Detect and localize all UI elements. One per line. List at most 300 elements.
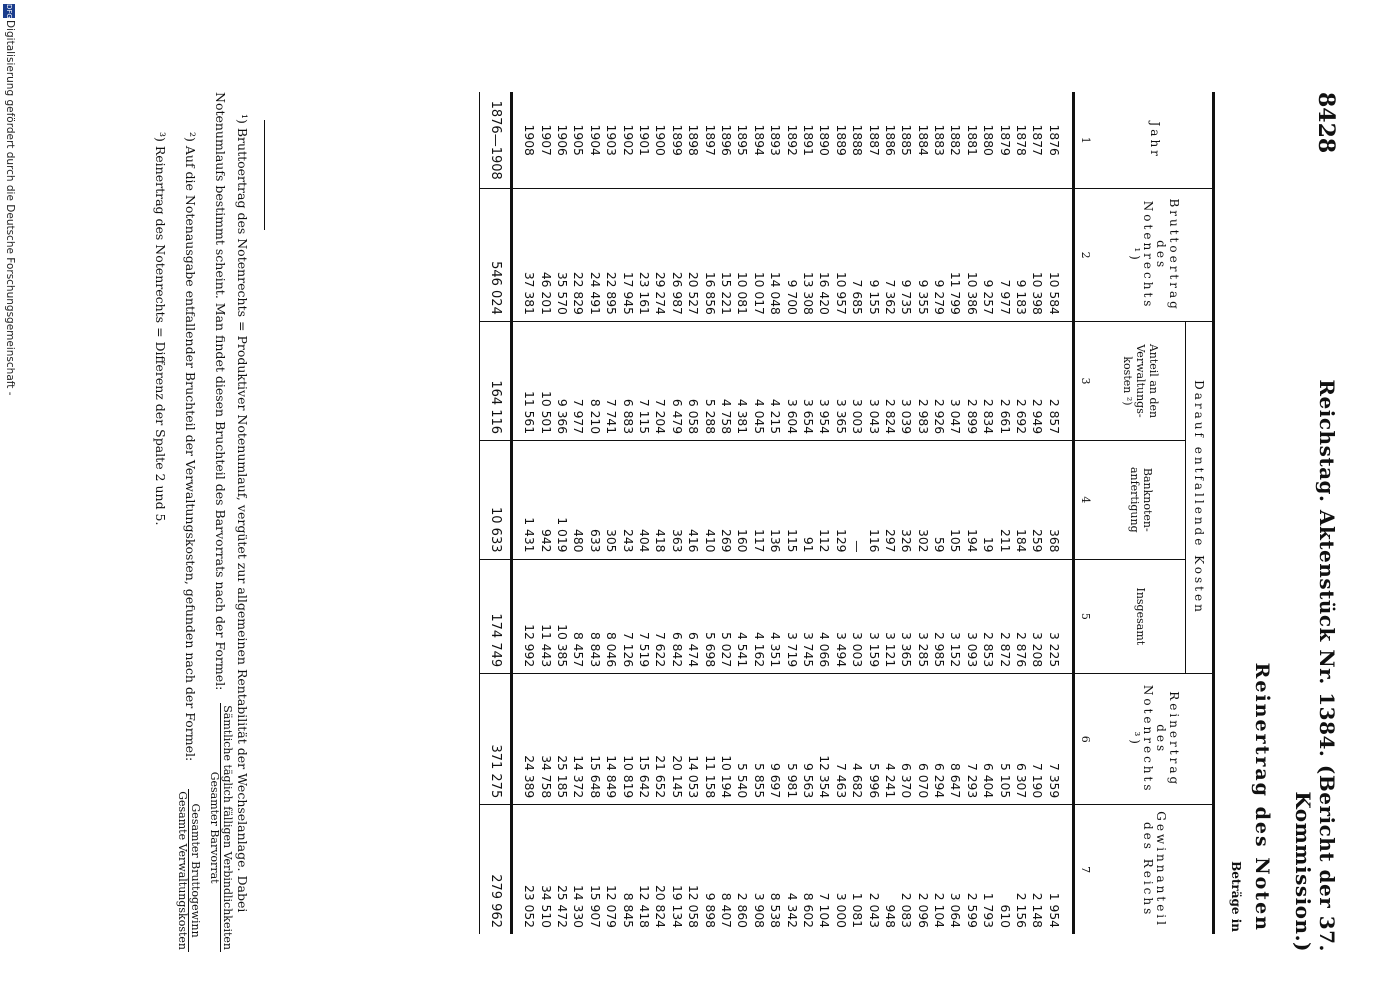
total-cell: 1876—1908: [480, 92, 512, 189]
year-cell: 1881: [964, 124, 979, 156]
value-cell: 3 719: [783, 559, 799, 674]
table-subtitle: Beträge in: [1229, 861, 1243, 932]
dfg-logo-icon: DFG: [5, 4, 13, 19]
value-cell: 35 570: [554, 189, 570, 321]
value-cell: 2 104: [931, 805, 947, 934]
year-cell: 1879: [997, 124, 1012, 156]
value-cell: 136: [767, 441, 783, 559]
value-cell: 418: [652, 441, 668, 559]
value-cell: 3 003: [849, 321, 865, 440]
value-cell: 7 977: [996, 189, 1012, 321]
value-cell: 6 474: [685, 559, 701, 674]
table-row: [833, 92, 849, 934]
formula-numerator: Gesamter Bruttogewinn: [188, 789, 201, 952]
group-header-costs: Darauf entfallende Kosten: [1186, 321, 1214, 673]
value-cell: 8 647: [947, 674, 963, 805]
value-cell: 34 758: [538, 674, 554, 805]
value-cell: 11 799: [947, 189, 963, 321]
col-header-year: Jahr: [1097, 92, 1214, 189]
value-cell: 14 048: [767, 189, 783, 321]
value-cell: 21 652: [652, 674, 668, 805]
col-header-reich-share: Gewinnanteil des Reichs: [1097, 805, 1214, 934]
total-cell: 10 633: [480, 441, 512, 559]
total-cell: 174 749: [480, 559, 512, 674]
value-cell: 23 052: [512, 805, 538, 934]
value-cell: 20 145: [669, 674, 685, 805]
value-cell: 5 288: [701, 321, 717, 440]
value-cell: 194: [964, 441, 980, 559]
value-cell: 9 735: [898, 189, 914, 321]
value-cell: 2 043: [865, 805, 881, 934]
value-cell: 8 843: [587, 559, 603, 674]
value-cell: 7 622: [652, 559, 668, 674]
value-cell: 4 381: [734, 321, 750, 440]
value-cell: 5 996: [865, 674, 881, 805]
value-cell: 2 872: [996, 559, 1012, 674]
value-cell: 91: [800, 441, 816, 559]
year-cell: 1894: [751, 124, 766, 156]
value-cell: 59: [931, 441, 947, 559]
value-cell: 326: [898, 441, 914, 559]
value-cell: 8 046: [603, 559, 619, 674]
value-cell: 19 134: [669, 805, 685, 934]
value-cell: 15 907: [587, 805, 603, 934]
value-cell: 2 599: [964, 805, 980, 934]
value-cell: 7 204: [652, 321, 668, 440]
value-cell: 7 362: [882, 189, 898, 321]
table-row: [734, 92, 750, 934]
value-cell: 3 604: [783, 321, 799, 440]
table-row: [570, 92, 586, 934]
value-cell: 211: [996, 441, 1012, 559]
value-cell: 6 294: [931, 674, 947, 805]
value-cell: 22 895: [603, 189, 619, 321]
table-row: [554, 92, 570, 934]
value-cell: 14 849: [603, 674, 619, 805]
value-cell: 117: [751, 441, 767, 559]
footnote-2: [171, 132, 201, 952]
value-cell: 37 381: [512, 189, 538, 321]
table-row: [898, 92, 914, 934]
value-cell: 11 158: [701, 674, 717, 805]
value-cell: 1 019: [554, 441, 570, 559]
value-cell: 46 201: [538, 189, 554, 321]
year-cell: 1901: [637, 124, 652, 156]
value-cell: 4 162: [751, 559, 767, 674]
col-number: 6: [1074, 674, 1098, 805]
value-cell: 20 824: [652, 805, 668, 934]
value-cell: 34 510: [538, 805, 554, 934]
value-cell: 14 372: [570, 674, 586, 805]
value-cell: 3 908: [751, 805, 767, 934]
value-cell: 22 829: [570, 189, 586, 321]
value-cell: 4 215: [767, 321, 783, 440]
value-cell: 1 793: [980, 805, 996, 934]
value-cell: 8 457: [570, 559, 586, 674]
value-cell: 16 856: [701, 189, 717, 321]
value-cell: 6 307: [1013, 674, 1029, 805]
value-cell: 9 898: [701, 805, 717, 934]
value-cell: 259: [1029, 441, 1045, 559]
value-cell: 1 431: [512, 441, 538, 559]
footnote-1: [231, 114, 253, 952]
value-cell: 2 148: [1029, 805, 1045, 934]
value-cell: 3 225: [1046, 559, 1074, 674]
value-cell: —: [849, 441, 865, 559]
value-cell: 3 365: [898, 559, 914, 674]
value-cell: 363: [669, 441, 685, 559]
value-cell: 4 351: [767, 559, 783, 674]
year-cell: 1907: [538, 124, 553, 156]
year-cell: 1908: [522, 124, 537, 156]
value-cell: 8 845: [619, 805, 635, 934]
value-cell: 29 274: [652, 189, 668, 321]
value-cell: 2 926: [931, 321, 947, 440]
value-cell: 5 027: [718, 559, 734, 674]
year-cell: 1905: [571, 124, 586, 156]
value-cell: 3 064: [947, 805, 963, 934]
value-cell: 9 366: [554, 321, 570, 440]
value-cell: 3 000: [833, 805, 849, 934]
year-cell: 1899: [669, 124, 684, 156]
value-cell: 4 066: [816, 559, 832, 674]
value-cell: 5 540: [734, 674, 750, 805]
value-cell: 5 105: [996, 674, 1012, 805]
value-cell: 7 359: [1046, 674, 1074, 805]
value-cell: 160: [734, 441, 750, 559]
value-cell: 5 981: [783, 674, 799, 805]
year-cell: 1893: [768, 124, 783, 156]
footnote-1-cont-text: Notenumlaufs bestimmt scheint. Man findet diesen Bruchteil des Barvorrats nach der Formel:: [213, 92, 228, 691]
value-cell: 9 183: [1013, 189, 1029, 321]
page-number: 8428: [1313, 92, 1339, 154]
value-cell: 610: [996, 805, 1012, 934]
value-cell: 15 648: [587, 674, 603, 805]
table-row: [636, 92, 652, 934]
value-cell: 24 389: [512, 674, 538, 805]
value-cell: 9 257: [980, 189, 996, 321]
value-cell: 3 152: [947, 559, 963, 674]
value-cell: 3 093: [964, 559, 980, 674]
value-cell: 25 185: [554, 674, 570, 805]
value-cell: 7 104: [816, 805, 832, 934]
value-cell: 7 293: [964, 674, 980, 805]
table-row: [1046, 92, 1074, 934]
year-cell: 1892: [784, 124, 799, 156]
year-cell: 1903: [604, 124, 619, 156]
value-cell: 2 853: [980, 559, 996, 674]
value-cell: 2 876: [1013, 559, 1029, 674]
table-row: [512, 92, 538, 934]
total-cell: 371 275: [480, 674, 512, 805]
year-cell: 1902: [620, 124, 635, 156]
value-cell: 3 003: [849, 559, 865, 674]
table-row: [619, 92, 635, 934]
value-cell: 105: [947, 441, 963, 559]
value-cell: 3 043: [865, 321, 881, 440]
table-row: [669, 92, 685, 934]
value-cell: 10 386: [964, 189, 980, 321]
total-cell: 279 962: [480, 805, 512, 934]
value-cell: 6 883: [619, 321, 635, 440]
table-row: [587, 92, 603, 934]
value-cell: 404: [636, 441, 652, 559]
value-cell: 302: [914, 441, 930, 559]
value-cell: 9 279: [931, 189, 947, 321]
value-cell: 7 126: [619, 559, 635, 674]
table-row: [996, 92, 1012, 934]
footnote-1-continuation: [201, 92, 234, 952]
value-cell: 116: [865, 441, 881, 559]
table-total-row: [480, 92, 512, 934]
table-row: [603, 92, 619, 934]
table-row: [751, 92, 767, 934]
col-number: 5: [1074, 559, 1098, 674]
year-cell: 1896: [719, 124, 733, 156]
value-cell: 3 121: [882, 559, 898, 674]
value-cell: 8 602: [800, 805, 816, 934]
year-cell: 1877: [1030, 124, 1045, 156]
col-number: 2: [1074, 189, 1098, 321]
col-number: 4: [1074, 441, 1098, 559]
value-cell: 8 407: [718, 805, 734, 934]
value-cell: 12 992: [512, 559, 538, 674]
value-cell: 9 697: [767, 674, 783, 805]
year-cell: 1895: [735, 124, 750, 156]
value-cell: 4 342: [783, 805, 799, 934]
value-cell: 23 161: [636, 189, 652, 321]
value-cell: 10 398: [1029, 189, 1045, 321]
year-cell: 1906: [555, 124, 570, 156]
value-cell: 12 079: [603, 805, 619, 934]
value-cell: 10 017: [751, 189, 767, 321]
year-cell: 1904: [587, 124, 602, 156]
value-cell: 6 479: [669, 321, 685, 440]
col-number: 1: [1074, 92, 1098, 189]
table-body: [512, 92, 1074, 934]
year-cell: 1897: [702, 124, 717, 156]
value-cell: 3 039: [898, 321, 914, 440]
value-cell: 17 945: [619, 189, 635, 321]
value-cell: 11 561: [512, 321, 538, 440]
value-cell: 6 842: [669, 559, 685, 674]
value-cell: 9 563: [800, 674, 816, 805]
value-cell: 4 682: [849, 674, 865, 805]
year-cell: 1898: [686, 124, 701, 156]
value-cell: 3 365: [833, 321, 849, 440]
table-row: [538, 92, 554, 934]
table-row: [849, 92, 865, 934]
table-row: [882, 92, 898, 934]
value-cell: 6 370: [898, 674, 914, 805]
value-cell: 7 977: [570, 321, 586, 440]
year-cell: 1884: [915, 124, 930, 156]
value-cell: 10 957: [833, 189, 849, 321]
col-header-gross: Bruttoertrag des Notenrechts ¹): [1097, 189, 1214, 321]
value-cell: 112: [816, 441, 832, 559]
value-cell: 3 285: [914, 559, 930, 674]
value-cell: 3 494: [833, 559, 849, 674]
value-cell: 4 045: [751, 321, 767, 440]
table-row: [652, 92, 668, 934]
col-header-admin-costs: Anteil an den Verwaltungs- kosten ²): [1097, 321, 1186, 440]
table-group-header-row: [1186, 92, 1214, 934]
page-header: [1291, 92, 1345, 952]
value-cell: 2 983: [914, 321, 930, 440]
table-row: [701, 92, 717, 934]
table-row: [964, 92, 980, 934]
value-cell: 2 661: [996, 321, 1012, 440]
year-cell: 1885: [899, 124, 914, 156]
value-cell: 13 308: [800, 189, 816, 321]
table-row: [1029, 92, 1045, 934]
value-cell: 12 418: [636, 805, 652, 934]
digitization-text: Digitalisierung gefördert durch die Deutsche Forschungsgemeinschaft -: [4, 20, 16, 396]
value-cell: 7 190: [1029, 674, 1045, 805]
value-cell: 942: [538, 441, 554, 559]
value-cell: 9 355: [914, 189, 930, 321]
value-cell: 11 443: [538, 559, 554, 674]
footnotes: [149, 92, 253, 952]
footnote-3: [149, 132, 171, 952]
year-cell: 1883: [932, 124, 947, 156]
year-cell: 1886: [882, 124, 897, 156]
value-cell: 3 047: [947, 321, 963, 440]
table-row: [931, 92, 947, 934]
year-cell: 1889: [833, 124, 848, 156]
value-cell: 6 404: [980, 674, 996, 805]
table-row: [718, 92, 734, 934]
value-cell: 20 527: [685, 189, 701, 321]
value-cell: 7 519: [636, 559, 652, 674]
value-cell: 3 654: [800, 321, 816, 440]
total-cell: 546 024: [480, 189, 512, 321]
year-cell: 1880: [981, 124, 996, 156]
value-cell: 2 857: [1046, 321, 1074, 440]
table-row: [1013, 92, 1029, 934]
footnote-2-text: ²) Auf die Notenausgabe entfallender Bruchteil der Verwaltungskosten, gefunden nach der Formel:: [183, 132, 198, 762]
value-cell: 2 083: [898, 805, 914, 934]
col-header-total-costs: Insgesamt: [1097, 559, 1186, 674]
col-header-net: Reinertrag des Notenrechts ³): [1097, 674, 1214, 805]
value-cell: 2 692: [1013, 321, 1029, 440]
value-cell: 305: [603, 441, 619, 559]
value-cell: 416: [685, 441, 701, 559]
value-cell: 2 899: [964, 321, 980, 440]
value-cell: 3 208: [1029, 559, 1045, 674]
table-row: [980, 92, 996, 934]
value-cell: 2 985: [931, 559, 947, 674]
value-cell: 115: [783, 441, 799, 559]
footnote-1-formula: [208, 703, 233, 952]
year-cell: 1876: [1046, 124, 1061, 156]
value-cell: 243: [619, 441, 635, 559]
value-cell: 410: [701, 441, 717, 559]
value-cell: 14 330: [570, 805, 586, 934]
table-row: [947, 92, 963, 934]
year-cell: 1890: [817, 124, 832, 156]
value-cell: 1 954: [1046, 805, 1074, 934]
value-cell: 5 698: [701, 559, 717, 674]
value-cell: 16 420: [816, 189, 832, 321]
value-cell: 2 949: [1029, 321, 1045, 440]
value-cell: 2 096: [914, 805, 930, 934]
value-cell: 3 745: [800, 559, 816, 674]
value-cell: 7 685: [849, 189, 865, 321]
value-cell: 5 855: [751, 674, 767, 805]
value-cell: 8 210: [587, 321, 603, 440]
value-cell: 184: [1013, 441, 1029, 559]
value-cell: 25 472: [554, 805, 570, 934]
total-cell: 164 116: [480, 321, 512, 440]
value-cell: 26 987: [669, 189, 685, 321]
value-cell: 4 758: [718, 321, 734, 440]
value-cell: 2 834: [980, 321, 996, 440]
table-row: [783, 92, 799, 934]
value-cell: 368: [1046, 441, 1074, 559]
value-cell: 1 081: [849, 805, 865, 934]
value-cell: 14 053: [685, 674, 701, 805]
value-cell: 2 860: [734, 805, 750, 934]
value-cell: 4 541: [734, 559, 750, 674]
value-cell: 3 159: [865, 559, 881, 674]
value-cell: 10 501: [538, 321, 554, 440]
year-cell: 1882: [948, 124, 963, 156]
value-cell: 10 194: [718, 674, 734, 805]
value-cell: 6 058: [685, 321, 701, 440]
year-cell: 1878: [1014, 124, 1029, 156]
year-cell: 1900: [653, 124, 668, 156]
value-cell: 633: [587, 441, 603, 559]
col-number: 7: [1074, 805, 1098, 934]
footnote-3-text: ³) Reinertrag des Notenrechts = Differenz der Spalte 2 und 5.: [153, 132, 168, 526]
year-cell: 1891: [800, 124, 815, 156]
value-cell: 15 642: [636, 674, 652, 805]
value-cell: 7 463: [833, 674, 849, 805]
value-cell: 24 491: [587, 189, 603, 321]
table-row: [685, 92, 701, 934]
formula-denominator: Gesamter Barvorrat: [208, 771, 221, 884]
revenue-table: [479, 92, 1215, 934]
value-cell: 19: [980, 441, 996, 559]
value-cell: 10 584: [1046, 189, 1074, 321]
value-cell: 948: [882, 805, 898, 934]
digitization-credit: [0, 0, 16, 1000]
value-cell: 10 385: [554, 559, 570, 674]
table-row: [865, 92, 881, 934]
value-cell: 2 156: [1013, 805, 1029, 934]
table-row: [914, 92, 930, 934]
value-cell: 2 824: [882, 321, 898, 440]
value-cell: 297: [882, 441, 898, 559]
value-cell: 12 058: [685, 805, 701, 934]
value-cell: 12 354: [816, 674, 832, 805]
value-cell: 269: [718, 441, 734, 559]
footnote-1-text: ¹) Bruttoertrag des Notenrechts = Produktiver Notenumlauf, vergütet zur allgemeinen Rentabilität der Wechselanlage. Dabei: [235, 114, 250, 913]
value-cell: 9 700: [783, 189, 799, 321]
col-header-banknote-production: Banknoten- anfertigung: [1097, 441, 1186, 559]
value-cell: 480: [570, 441, 586, 559]
value-cell: 9 155: [865, 189, 881, 321]
value-cell: 10 819: [619, 674, 635, 805]
value-cell: 10 081: [734, 189, 750, 321]
footnote-divider: [264, 120, 265, 230]
value-cell: 3 954: [816, 321, 832, 440]
value-cell: 6 070: [914, 674, 930, 805]
table-title: Reinertrag des Noten: [1251, 662, 1273, 932]
table-column-number-row: [1074, 92, 1098, 934]
value-cell: 4 241: [882, 674, 898, 805]
